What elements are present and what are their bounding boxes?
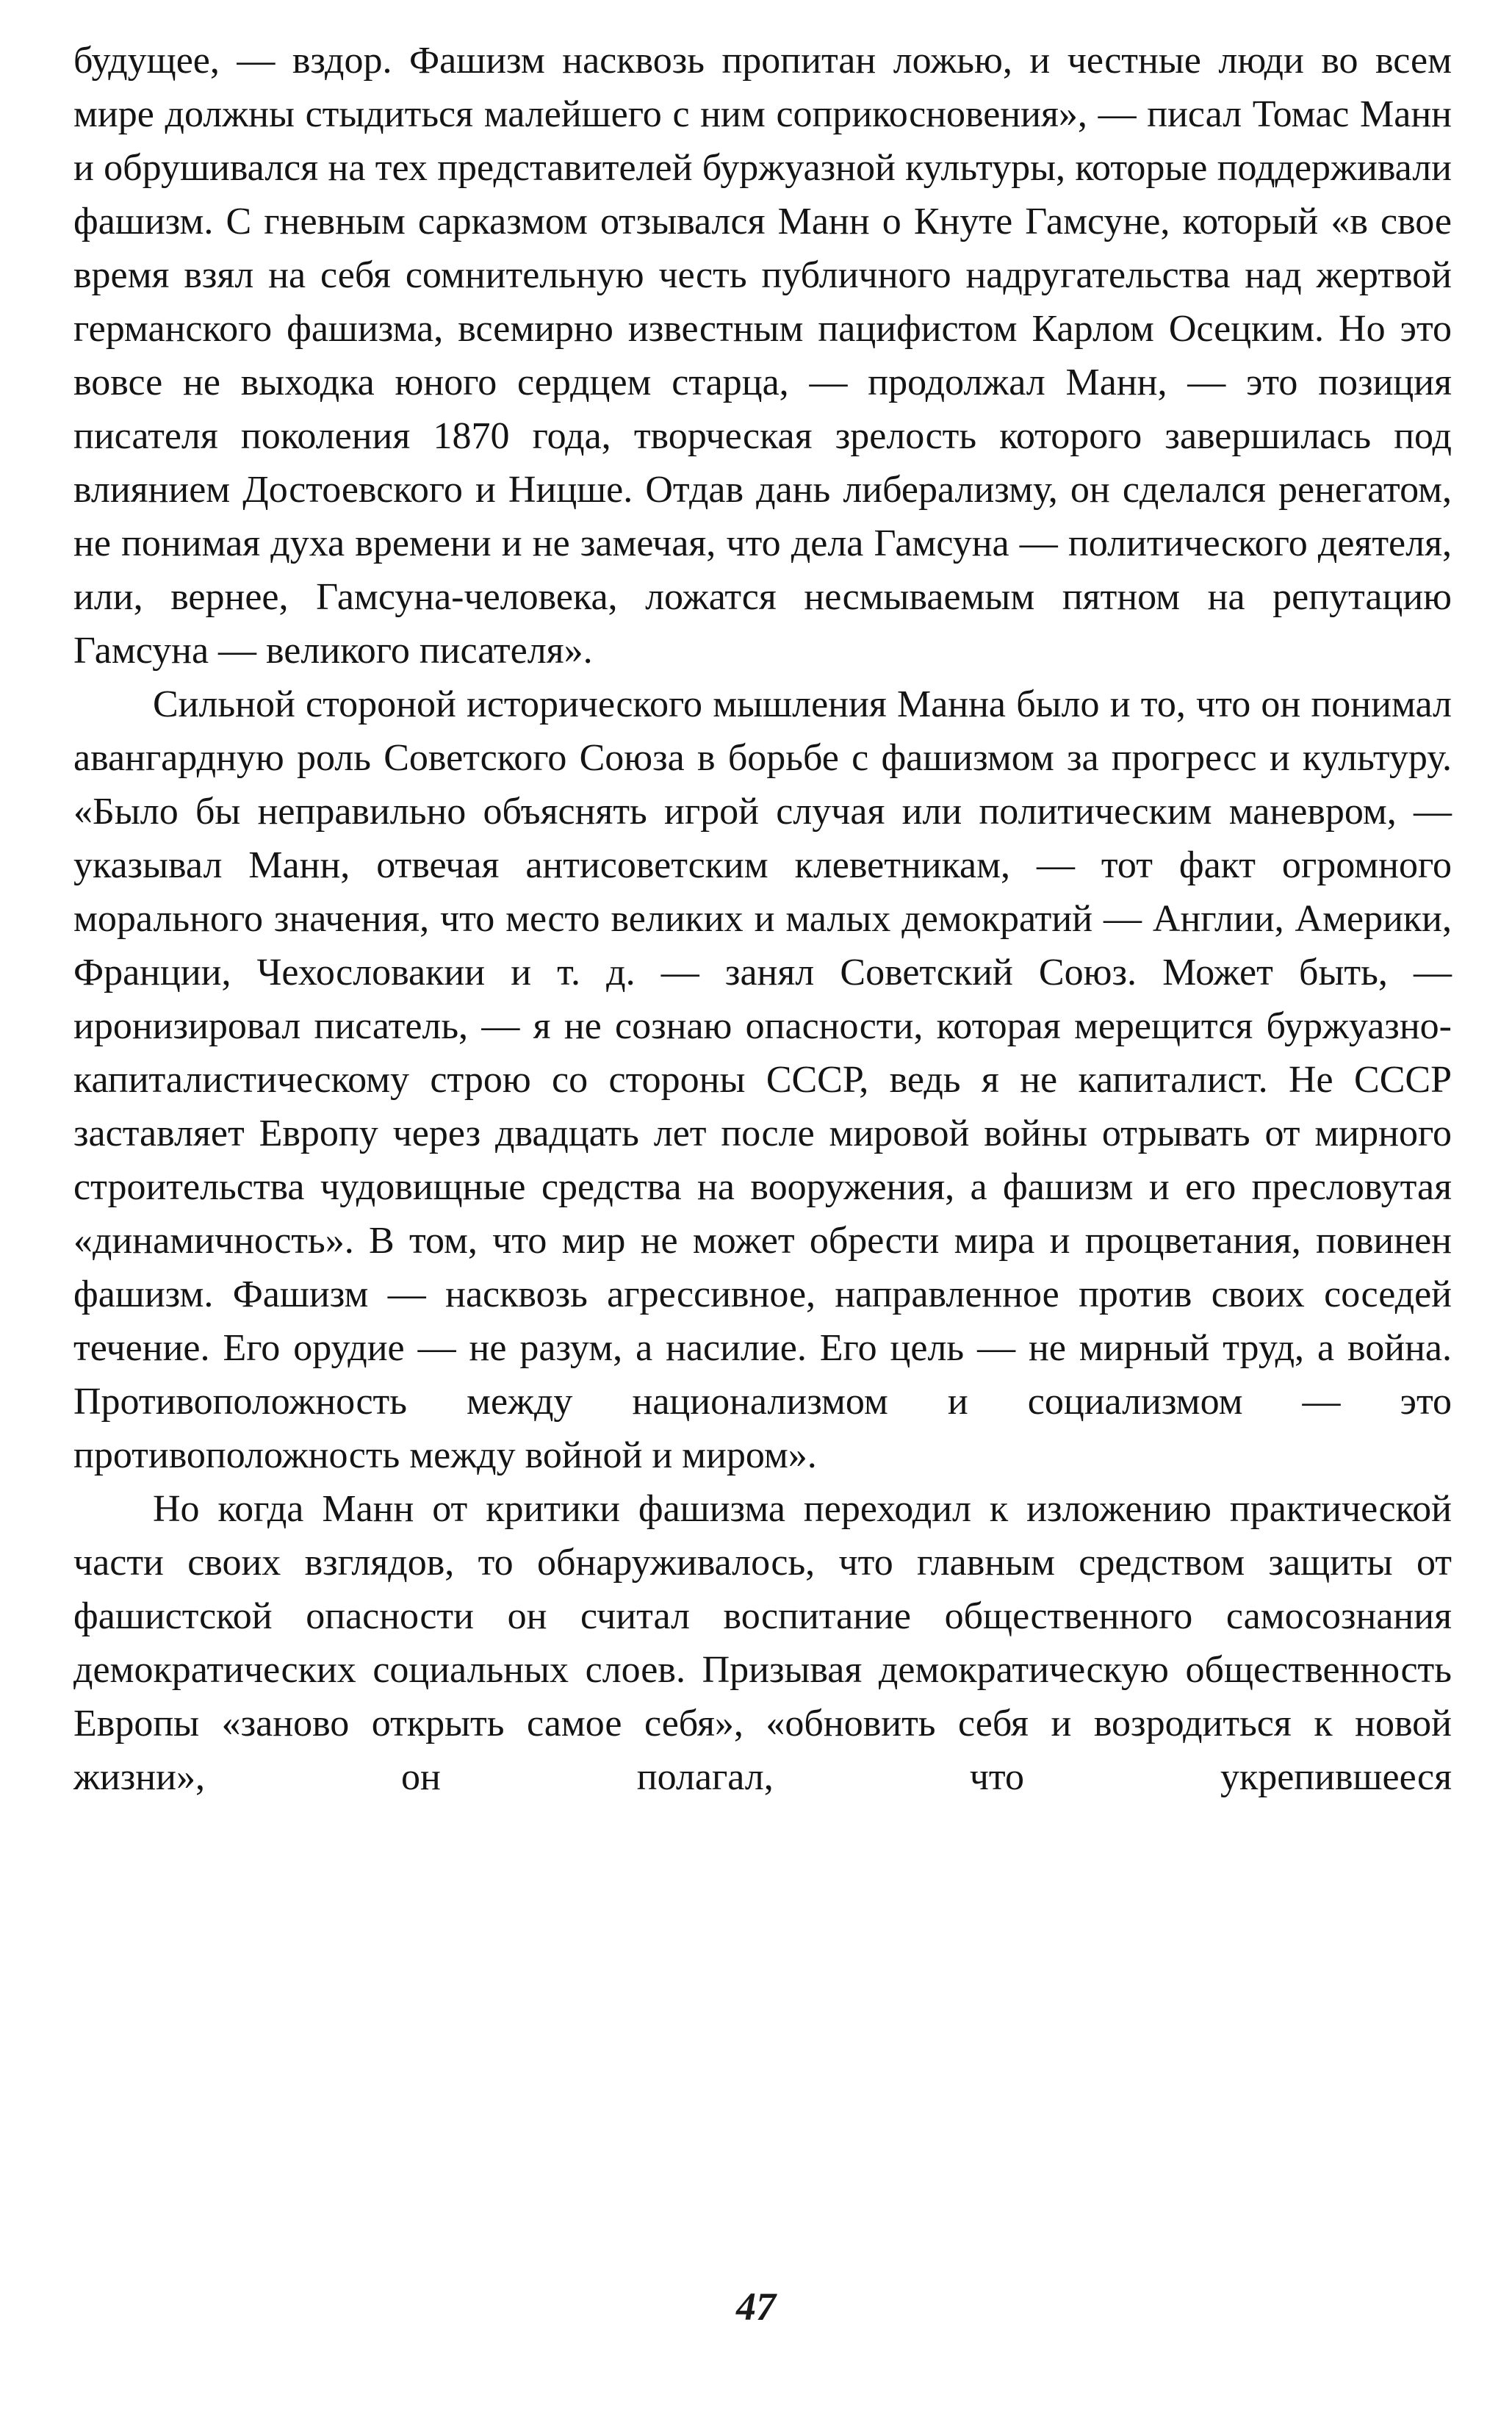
- paragraph-3: Но когда Манн от критики фашизма переходил к изложению практической части своих взглядов, то обнаруживалось, что главным средством защиты от фашистской опасности он считал воспитание общественного самосознания демократических социальных слоев. Призывая демократическую общественность Европы «заново открыть самое себя», «обновить себя и возродиться к новой жизни», он полагал, что укрепившееся: [73, 1488, 1452, 1798]
- page-text: [73, 34, 1452, 2385]
- paragraph-2: Сильной стороной исторического мышления Манна было и то, что он понимал авангардную роль Советского Союза в борьбе с фашизмом за прогресс и культуру. «Было бы неправильно объяснять игрой случая или политическим маневром, — указывал Манн, отвечая антисоветским клеветникам, — тот факт огромного морального значения, что место великих и малых демократий — Англии, Америки, Франции, Чехословакии и т. д. — занял Советский Союз. Может быть, — иронизировал писатель, — я не сознаю опасности, которая мерещится буржуазно-капиталистическому строю со стороны СССР, ведь я не капиталист. Не СССР заставляет Европу через двадцать лет после мировой войны отрывать от мирного строительства чудовищные средства на вооружения, а фашизм и его пресловутая «динамичность». В том, что мир не может обрести мира и процветания, повинен фашизм. Фашизм — насквозь агрессивное, направленное против своих соседей течение. Его орудие — не разум, а насилие. Его цель — не мирный труд, а война. Противоположность между национализмом и социализмом — это противоположность между войной и миром».: [73, 683, 1452, 1476]
- paragraph-1: будущее, — вздор. Фашизм насквозь пропитан ложью, и честные люди во всем мире должны стыдиться малейшего с ним соприкосновения», — писал Томас Манн и обрушивался на тех представителей буржуазной культуры, которые поддерживали фашизм. С гневным сарказмом отзывался Манн о Кнуте Гамсуне, который «в свое время взял на себя сомнительную честь публичного надругательства над жертвой германского фашизма, всемирно известным пацифистом Карлом Осецким. Но это вовсе не выходка юного сердцем старца, — продолжал Манн, — это позиция писателя поколения 1870 года, творческая зрелость которого завершилась под влиянием Достоевского и Ницше. Отдав дань либерализму, он сделался ренегатом, не понимая духа времени и не замечая, что дела Гамсуна — политического деятеля, или, вернее, Гамсуна-человека, ложатся несмываемым пятном на репутацию Гамсуна — великого писателя».: [73, 40, 1452, 672]
- page-number: 47: [736, 2285, 776, 2329]
